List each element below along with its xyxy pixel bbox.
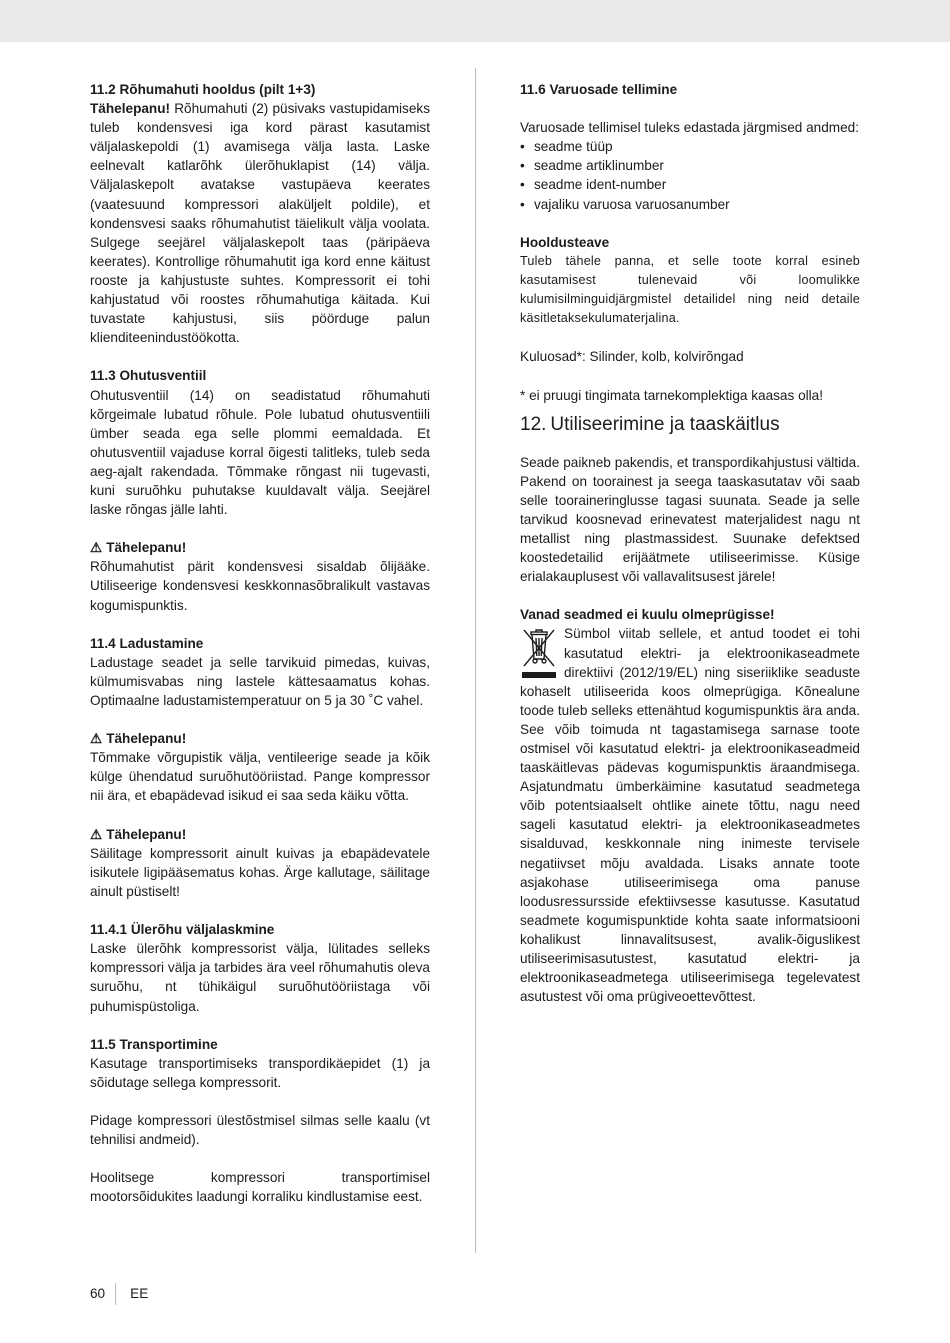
section-11-3-text: Ohutusventiil (14) on seadistatud rõhumahuti kõrgeimale lubatud rõhule. Pole lubatud ohutusventiili ümber seada ega selle plommi eemaldada. Et ohutusventiil vajaduse korral õigesti talitleks, tuleb seda aeg-ajalt rakendada. Tõmmake rõngast nii tugevasti, kuni suruõhku puhutakse kuuldavalt välja. Seejärel laske rõngas jälle lahti.: [90, 387, 430, 518]
service-info-text: Tuleb tähele panna, et selle toote korral esineb kasutamisest tulenevaid või loomulikke kulumisilminguidjärgmistel detailidel ning neid detaile käsitletaksekulumaterjalina.: [520, 253, 860, 326]
list-item: • seadme artiklinumber: [520, 156, 860, 175]
weee-text: Sümbol viitab sellele, et antud toodet ei tohi kasutatud elektri- ja elektroonikaseadmete direktiivi (2012/19/EL) ning siseriiklike seaduste kohaselt utiliseerida koos olmeprügiga. Kõnealune toode tuleb selleks ettenähtud kogumispunktis ära anda. See võib toimuda nt tagastamisega sarnase toote ostmisel või kasutatud elektri- ja elektroonikaseadmeid taaskäitlevas pädevas kogumispunktis äraandmisega. Asjatundmatu ümberkäimine kasutatud seadmetega võib potentsiaalselt ohtlike ainete tõttu, nagu need sageli kasutatud elektri- ja elektroonikaseadmetes sisalduvad, keskkonnale ning inimeste tervisele negatiivset mõju avaldada. Lisaks annate toote asjakohase utiliseerimisega oma panuse loodusressursside efektiivsesse kasutusse. Kasutatud seadmete kogumispunktide kohta saate informatsiooni kohalikust linnavalitsusest, avalik-õiguslikest utiliseerimisasutustest, kasutatud elektri- ja elektroonikaseadmetega utiliseerimisega tegelevatest asutustest või oma prügiveoettevõttest.: [520, 626, 860, 1005]
section-12-heading: [520, 411, 860, 439]
warning-1-heading: [90, 538, 430, 557]
warning-2-label: Tähelepanu!: [106, 731, 187, 747]
top-bar: [0, 0, 950, 42]
section-11-4-text: Ladustage seadet ja selle tarvikuid pimedas, kuivas, külmumisvabas ning lastele kättesaamatus kohas. Optimaalne ladustamistemperatuur on 5 ja 30 ˚C vahel.: [90, 654, 430, 708]
list-item: • seadme ident-number: [520, 175, 860, 194]
language-code: EE: [130, 1286, 149, 1301]
section-12-number: 12.: [520, 413, 547, 435]
section-11-2-warning-label: Tähelepanu!: [90, 101, 171, 117]
warning-3-heading: [90, 825, 430, 844]
list-item: • seadme tüüp: [520, 137, 860, 156]
service-info-title: Hooldusteave: [520, 234, 610, 250]
left-column: [90, 80, 430, 1207]
warning-2-text: Tõmmake võrgupistik välja, ventileerige seade ja kõik külge ühendatud suruõhutööriistad. Pange kompressor nii ära, et ebapädevad isikud ei saa seda käiku võtta.: [90, 750, 430, 804]
warning-1-label: Tähelepanu!: [106, 540, 187, 556]
section-11-4-1-text: Laske ülerõhk kompressorist välja, lülitades selleks kompressori välja ja tarbides ära veel rõhumahutis oleva suruõhu, nt tühikäigul suruõhutööriistaga või puhumispüstoliga.: [90, 941, 430, 1014]
spare-parts-list: [520, 137, 860, 213]
section-11-3-title: 11.3 Ohutusventiil: [90, 368, 207, 384]
warning-1-text: Rõhumahutist pärit kondensvesi sisaldab õlijääke. Utiliseerige kondensvesi keskkonnasõbralikult vastavas kogumispunktis.: [90, 559, 430, 613]
warning-2-heading: [90, 729, 430, 748]
warning-triangle-icon: ⚠: [90, 731, 103, 747]
page-number: 60: [90, 1283, 116, 1305]
section-11-2-text: Rõhumahuti (2) püsivaks vastupidamiseks tuleb kondensvesi iga kord pärast kasutamist väljalaskepoldi (1) avamisega välja lasta. Laske eelnevalt katlarõhk ülerõhuklapist (14) välja. Väljalaskepolt avatakse vastupäeva keerates (vaatesuund kompressori alaküljelt poldile), et kondensvesi saaks rõhumahutist täielikult välja voolata. Sulgege seejärel väljalaskepolt taas (päripäeva keerates). Kontrollige rõhumahutit iga kord enne käitust rooste ja kahjustuste suhtes. Kompressorit ei tohi kahjustatud või roostes rõhumahutiga käitada. Kui tuvastate kahjustusi, siis pöörduge palun klienditeenindustöökotta.: [90, 101, 431, 346]
section-11-4-title: 11.4 Ladustamine: [90, 635, 204, 651]
section-11-5-title: 11.5 Transportimine: [90, 1036, 218, 1052]
section-11-5-text-2: Pidage kompressori ülestõstmisel silmas selle kaalu (vt tehnilisi andmeid).: [90, 1113, 430, 1148]
right-column: [520, 80, 860, 1006]
page-footer: [90, 1283, 148, 1305]
section-11-4-1-title: 11.4.1 Ülerõhu väljalaskmine: [90, 922, 275, 938]
section-12-title: Utiliseerimine ja taaskäitlus: [550, 413, 780, 435]
list-item: • vajaliku varuosa varuosanumber: [520, 195, 860, 214]
warning-3-label: Tähelepanu!: [106, 826, 187, 842]
section-11-2-block: [90, 80, 430, 347]
crossed-bin-icon: [520, 626, 558, 680]
section-11-2-title: 11.2 Rõhumahuti hooldus (pilt 1+3): [90, 82, 316, 97]
section-11-5-text-3: Hoolitsege kompressori transportimisel mootorsõidukites laadungi korraliku kindlustamise eest.: [90, 1170, 430, 1205]
warning-triangle-icon: ⚠: [90, 540, 103, 556]
section-12-text: Seade paikneb pakendis, et transpordikahjustusi vältida. Pakend on toorainest ja seega taaskasutatav või saab selle tooraineringlusse tagasi suunata. Seade ja selle tarvikud koosnevad erinevatest materjalidest nagu nt metallist ning plastmassidest. Suunake defektsed koostedetailid erijäätmete utiliseerimisse. Küsige erialakauplusest või vallavalitsusest järele!: [520, 454, 860, 585]
wear-parts-text: Kuluosad*: Silinder, kolb, kolvirõngad: [520, 349, 744, 365]
column-divider: [475, 68, 476, 1253]
warning-3-text: Säilitage kompressorit ainult kuivas ja ebapädevatele isikutele ligipääsematus kohas. Ärge kallutage, säilitage ainult püstiselt!: [90, 845, 430, 899]
weee-block: [520, 624, 860, 1006]
delivery-note: * ei pruugi tingimata tarnekomplektiga kaasas olla!: [520, 387, 824, 403]
section-11-5-text-1: Kasutage transportimiseks transpordikäepidet (1) ja sõidutage sellega kompressorit.: [90, 1055, 430, 1090]
weee-title: Vanad seadmed ei kuulu olmeprügisse!: [520, 607, 775, 623]
section-11-6-intro: Varuosade tellimisel tuleks edastada järgmised andmed:: [520, 120, 860, 136]
warning-triangle-icon: ⚠: [90, 826, 103, 842]
section-11-6-title: 11.6 Varuosade tellimine: [520, 82, 678, 97]
